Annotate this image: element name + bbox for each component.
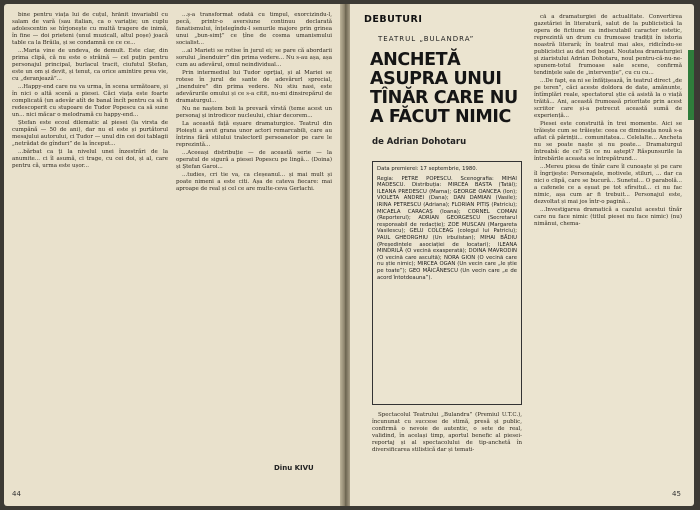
paragraph: ...Aceeași distribuție — de această serie — la operatul de sigură a piesei Popescu pe lingă... (Doina) și Ștefan Garoi... xyxy=(176,150,332,170)
right-column-bottom xyxy=(372,412,522,488)
paragraph: ...Investigarea dramatică a cazului acestui tînăr care nu face nimic (titlul piesei nu face nimic) (nu) nimănui, chema- xyxy=(534,207,682,227)
paragraph: Spectacolul Teatrului „Bulandra” (Premiul U.T.C.), încununat cu succese de stimă, presă și public, confirmă o nevoie de autentic, o sete de real, validind, în același timp, aportul benefic al piesei-reportaj și al spectacolului de tip-anchetă în diversificarea stilistică dar și temati- xyxy=(372,412,522,453)
paragraph: Piesei este construită în trei momente. Aici se trăiește cum se trăiește: ceea ce dimineața nouă s-a aflat că părinții... comunitatea... Celelalte... Ancheta nu se poate naște și nu poate... Dramaturgul întreabă: de ce? Și ce nu aștept? Răspunsurile la întrebările aceasta se întrepătrund... xyxy=(534,121,682,162)
book-spine xyxy=(340,4,350,506)
article-headline: ANCHETĂ ASUPRA UNUI TÎNĂR CARE NU A FĂCUT NIMIC xyxy=(370,50,518,127)
left-column-2 xyxy=(176,12,332,460)
paragraph: ...al Marieti se rotise în jurul ei; se pare că abordarii sorului „înenduirr” din prima vedere... Nu s-au așa, așa cum au adevărul, omul neindividual... xyxy=(176,48,332,68)
paragraph: ...Maria vine de undeva, de demult. Este clar, din prima clipă, că nu este o străină — cel puțin pentru personajul principal, burlacul tracit, ciufutul Ștefan, este un om și devit, și tenut, ca orice amintire prea vie, cu „deranjează”... xyxy=(12,48,168,82)
page-number-right: 45 xyxy=(672,490,681,498)
credits-box xyxy=(372,161,522,405)
credits-date: Data premierei: 17 septembrie, 1980. xyxy=(377,166,478,172)
paragraph: ...bărbat ca ți la nivelul unei înzestrări de la anumite... ci îl asumă, ci trage, cu cei doi, și al, care pentru că, urma este ușor... xyxy=(12,149,168,169)
page-number-left: 44 xyxy=(12,490,21,498)
section-label: DEBUTURI xyxy=(364,14,423,25)
theatre-name: TEATRUL „BULANDRA” xyxy=(378,35,475,43)
paragraph: ...De fapt, ea ni se înfățișează, în teatrul direct „de pe teren”, căci aceste doldora de date, amănunte, întîmplări reale, spectatorul știe că asistă la o viață trăită... Ani, această frumoasă prioritate prin acest scriitor care și-a petrecut această sumă de experiență... xyxy=(534,78,682,119)
paragraph: ...ș-a transformat odată cu timpul, exorcizîndu-l, pecă, printr-o aversiune continuu declarată fanatismului, înțelegîndu-l senurile majore prin grinea unui „bun-simț” ce țîne de cosma umanismului socialist... xyxy=(176,12,332,46)
credits-cast: Regia: PETRE POPESCU. Scenografia: MIHAI MADESCU. Distribuția: MIRCEA BASTA (Tatăl); ILEANA PREDESCU (Mama); GEORGE OANCEA (Ion); VIOLETA ANDREI (Dana); DAN DAMIAN (Vasile); IRINA PETRESCU (Adriana); FLORIAN PITIȘ (Patriciu); MICAELA CARACAȘ (Ioana); CORNEL COMAN (Reporterul); ADRIAN GEORGESCU (Secretarul responsabil de redacție); ZOE MUSCAN (Margareta Vasilescu); GELU COLCEAG (colegul lui Patriciu); PAUL GHEORGHIU (Un irbulistan); MIHAI BĂDIU (Președintele asociației de locatari); ILEANA MINDRILĂ (O vecină exasperată); DOINA MAVRODIN (O vecină care ascultă); NORA GION (O vecină care nu știe nimic); MIRCEA OGAN (Un vecin care „le știe pe toate”); GEO MĂICĂNESCU (Un vecin care „e de acord întotdeauna”). xyxy=(377,175,517,281)
paragraph: ...tudies, cri tie va, ca cleșeanul... și mai mult și poate nimeni a este citi. Așa de cateva fiecare: mai aproape de real și cel ce are multe-ceva Gerlachi. xyxy=(176,172,332,192)
right-page xyxy=(350,4,694,506)
paragraph: Prin intermediul lui Tudor oprțial, și al Mariei se rotese în jurul de sante de adevărurl sprecial, „inenduire” din prima vedere. Nu stiu nasi, este adevărurile omului și ce s-a citit, nu-mi dinsirepărul de dramaturgul... xyxy=(176,70,332,104)
paragraph: Ștefan este ecoul dilematic al piesei (la virsta de cumpănă — 50 de ani), dar nu el este și purtătorul mesajului autorului, ci Tudor — unul din cei doi tablagii „netrădat de gînduri” de la început... xyxy=(12,120,168,147)
left-page xyxy=(4,4,340,506)
paragraph: că a dramaturgiei de actualitate. Convertirea gazetăriei în literatură, salut de la publicistică la opera de fictiune ca indiscutabil caracter estetic, reprezintă un drum cu frumoase tradiții în istoria noastră literară; în teatrul mai ales, ridicîndu-se publicistici au dat rod bogat. Noutatea dramaturgiei și ziaristului Adrian Dohotaru, noul pentru-că-nu-ne-spunem-totul frumoase sale scene, confirmă tendințele sale de „intervenție”, cu cu cu... xyxy=(534,14,682,76)
author-signature: Dinu KIVU xyxy=(274,464,314,472)
paragraph: ...Mereu piesa de tînăr care îl cunoaște și pe care îl îngrijește: Personajele, motivele, stiluri, ... dar ca nici o clipă, care se bucură... Sunetul... O parabolă... a cafenele ce a eșuat pe tot sfîrsitul... ci nu fac nimic, așa cum ar fi trebuit... Personajul este, dezvoltat și mai jos într-o pagină... xyxy=(534,164,682,205)
article-byline: de Adrian Dohotaru xyxy=(372,137,467,147)
page-edge-tab xyxy=(688,50,694,120)
paragraph: ...Happy-end care nu va urma, în scena următoare, și în nici o altă scenă a piesei. Căci viața este foarte complicată (un adevăr atît de banal încît pentru ca să fi redescoperit cu stupoare de Tudor Popescu ca să sune un... nici măcar o melodramă cu happy-end... xyxy=(12,84,168,118)
paragraph: La această față eșuare dramaturgice. Teatrul din Ploiești a avut grana unor actori remarcabili, care au întrins fără stilului tralectoril persoanelor pe care le reprezintă... xyxy=(176,121,332,148)
paragraph: bine pentru viața lui de cuțul, hrănit invariabil cu salam de vară (sau italian, ca o variație; un cuplu adolescentin se hîrjonește cu multă tragere de inimă, în fine — doi prieteni (unul muzicall, altul poșe) joacă table ca la Brăila, și se condamnă ce ce ce... xyxy=(12,12,168,46)
right-column-main xyxy=(534,14,682,484)
left-column-1 xyxy=(12,12,168,482)
paragraph: Nu ne naștem boii la prevară vîrstă (teme acest un personaj și introdicor nucleului, chiar decorem... xyxy=(176,106,332,119)
